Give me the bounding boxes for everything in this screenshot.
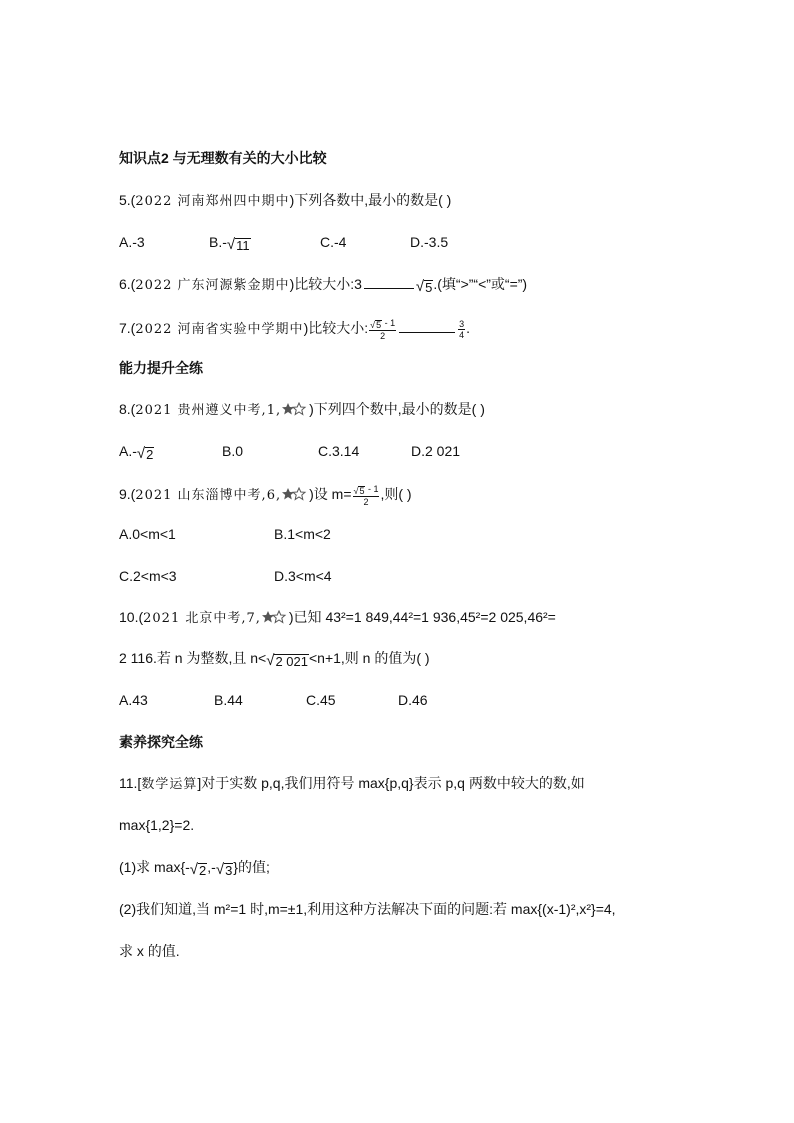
section-heading-1: 知识点2 与无理数有关的大小比较 xyxy=(119,150,327,166)
fraction-sqrt5-minus-1-over-2: √ 5 - 1 2 xyxy=(353,483,379,507)
difficulty-stars-icon xyxy=(261,610,289,624)
q8-option-c: C.3.14 xyxy=(318,443,360,459)
question-10-line-1: 10.(2021 北京中考,7, )已知 43²=1 849,44²=1 936,45²=2 025,46²= xyxy=(119,609,556,626)
question-5: 5.(2022 河南郑州四中期中)下列各数中,最小的数是( ) xyxy=(119,192,452,209)
difficulty-stars-icon xyxy=(281,402,309,416)
q10-option-c: C.45 xyxy=(306,692,336,708)
q9-option-b: B.1<m<2 xyxy=(274,526,331,542)
q10-option-d: D.46 xyxy=(398,692,428,708)
question-11-part-2-line-1: (2)我们知道,当 m²=1 时,m=±1,利用这种方法解决下面的问题:若 max{(x-1)²,x²}=4, xyxy=(119,901,616,917)
question-6: 6.(2022 广东河源紫金期中)比较大小:3 √ 5 .(填“>”“<”或“=”) xyxy=(119,276,528,295)
q5-option-d: D.-3.5 xyxy=(410,234,449,250)
sqrt-2: √ 2 xyxy=(189,861,207,878)
q10-option-a: A.43 xyxy=(119,692,148,708)
section-heading-3: 素养探究全练 xyxy=(119,734,203,750)
question-5-source: 2022 河南郑州四中期中 xyxy=(135,194,290,209)
question-7-source: 2022 河南省实验中学期中 xyxy=(135,322,304,337)
sqrt-11: √ 11 xyxy=(226,236,250,253)
question-7: 7.(2022 河南省实验中学期中)比较大小: √ 5 - 1 2 $\frac{3}{4}$ . xyxy=(119,317,471,341)
q9-option-d: D.3<m<4 xyxy=(274,568,332,584)
answer-blank[interactable] xyxy=(364,274,414,289)
question-11-line-2: max{1,2}=2. xyxy=(119,817,195,833)
q5-option-a: A.-3 xyxy=(119,234,145,250)
question-6-source: 2022 广东河源紫金期中 xyxy=(135,278,290,293)
question-11-part-1: (1)求 max{- √ 2 ,- √ 3 }的值; xyxy=(119,859,270,878)
question-8-source: 2021 贵州遵义中考,1, xyxy=(135,403,282,418)
sqrt-2: √ 2 xyxy=(136,445,154,462)
sqrt-3: √ 3 xyxy=(215,861,233,878)
sqrt-2021: √ 2 021 xyxy=(266,652,308,669)
question-10-source: 2021 北京中考,7, xyxy=(143,611,261,626)
question-10-line-2: 2 116.若 n 为整数,且 n< √ 2 021 <n+1,则 n 的值为( ) xyxy=(119,650,430,669)
q10-option-b: B.44 xyxy=(214,692,243,708)
fraction-3-over-4: $\frac{3}{4}$ xyxy=(459,318,465,340)
question-9: 9.(2021 山东淄博中考,6, )设 m= √ 5 - 1 2 ,则( ) xyxy=(119,483,412,507)
section-heading-2: 能力提升全练 xyxy=(119,360,203,376)
sqrt-5: √ 5 xyxy=(415,278,433,295)
question-9-source: 2021 山东淄博中考,6, xyxy=(135,488,282,503)
question-11-part-2-line-2: 求 x 的值. xyxy=(119,943,180,959)
answer-blank[interactable] xyxy=(399,318,455,333)
q8-option-b: B.0 xyxy=(222,443,244,459)
q8-option-d: D.2 021 xyxy=(411,443,461,459)
q5-option-c: C.-4 xyxy=(320,234,347,250)
question-11-tag: 数学运算 xyxy=(141,777,198,792)
q9-option-a: A.0<m<1 xyxy=(119,526,176,542)
question-8: 8.(2021 贵州遵义中考,1, )下列四个数中,最小的数是( ) xyxy=(119,401,485,418)
difficulty-stars-icon xyxy=(281,487,309,501)
fraction-sqrt5-minus-1-over-2: √ 5 - 1 2 xyxy=(370,317,396,341)
q8-option-a: A.- √ 2 xyxy=(119,443,154,462)
q5-option-b: B.- √ 11 xyxy=(209,234,250,253)
q9-option-c: C.2<m<3 xyxy=(119,568,177,584)
question-11-line-1: 11.[数学运算]对于实数 p,q,我们用符号 max{p,q}表示 p,q 两数中较大的数,如 xyxy=(119,775,585,792)
